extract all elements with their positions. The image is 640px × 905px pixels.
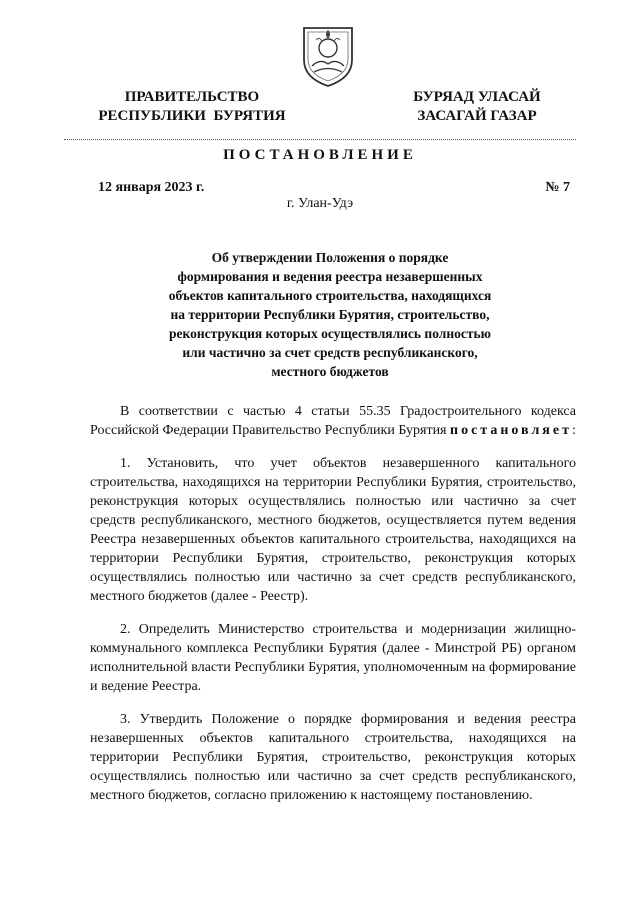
title-line: объектов капитального строительства, находящихся	[168, 288, 492, 303]
document-body	[90, 402, 576, 819]
header-left-line1: ПРАВИТЕЛЬСТВО	[124, 89, 260, 105]
paragraph-3: 3. Утвердить Положение о порядке формирования и ведения реестра незавершенных объектов капитального строительства, находящихся на территории Республики Бурятия, строительство, реконструкция которых осуществлялись полностью или частично за счет средств республиканского, местного бюджетов, согласно приложению к настоящему постановлению.	[90, 712, 576, 803]
document-city: г. Улан-Удэ	[286, 196, 354, 211]
title-line: или частично за счет средств республиканского,	[182, 345, 478, 360]
coat-of-arms-icon	[298, 18, 358, 88]
header-divider	[64, 139, 576, 140]
title-line: Об утверждении Положения о порядке	[211, 250, 449, 265]
document-type: ПОСТАНОВЛЕНИЕ	[223, 147, 417, 163]
header-left-line2: РЕСПУБЛИКИ БУРЯТИЯ	[98, 108, 286, 124]
intro-text: В соответствии с частью 4 статьи 55.35 Градостроительного кодекса Российской Федерации Правительство Республики Бурятия	[90, 404, 576, 438]
intro-paragraph	[90, 402, 576, 440]
title-line: реконструкция которых осуществлялись полностью	[169, 326, 491, 341]
paragraph-1: 1. Установить, что учет объектов незавершенного капитального строительства, находящихся на территории Республики Бурятия, строительство, реконструкция которых осуществлялись полностью или частично за счет средств республиканского, местного бюджетов, осуществляется путем ведения Реестра незавершенных объектов капитального строительства, находящихся на территории Республики Бурятия, строительство, реконструкция которых осуществлялись полностью или частично за счет средств республиканского, местного бюджетов (далее - Реестр).	[90, 456, 576, 604]
intro-tail: :	[571, 423, 576, 438]
header-right-line1: БУРЯАД УЛАСАЙ	[413, 89, 541, 105]
document-date: 12 января 2023 г.	[98, 180, 205, 195]
document-title	[140, 248, 520, 381]
header-left	[82, 88, 302, 126]
header-right	[392, 88, 562, 126]
title-line: местного бюджетов	[271, 364, 389, 379]
title-line: на территории Республики Бурятия, строительство,	[170, 307, 490, 322]
intro-emphasis: постановляет	[450, 423, 572, 438]
header-right-line2: ЗАСАГАЙ ГАЗАР	[417, 108, 537, 124]
paragraph-2: 2. Определить Министерство строительства и модернизации жилищно-коммунального комплекса Республики Бурятия (далее - Минстрой РБ) органом исполнительной власти Республики Бурятия, уполномоченным на формирование и ведение Реестра.	[90, 622, 576, 694]
document-number: № 7	[545, 180, 570, 195]
title-line: формирования и ведения реестра незавершенных	[177, 269, 483, 284]
